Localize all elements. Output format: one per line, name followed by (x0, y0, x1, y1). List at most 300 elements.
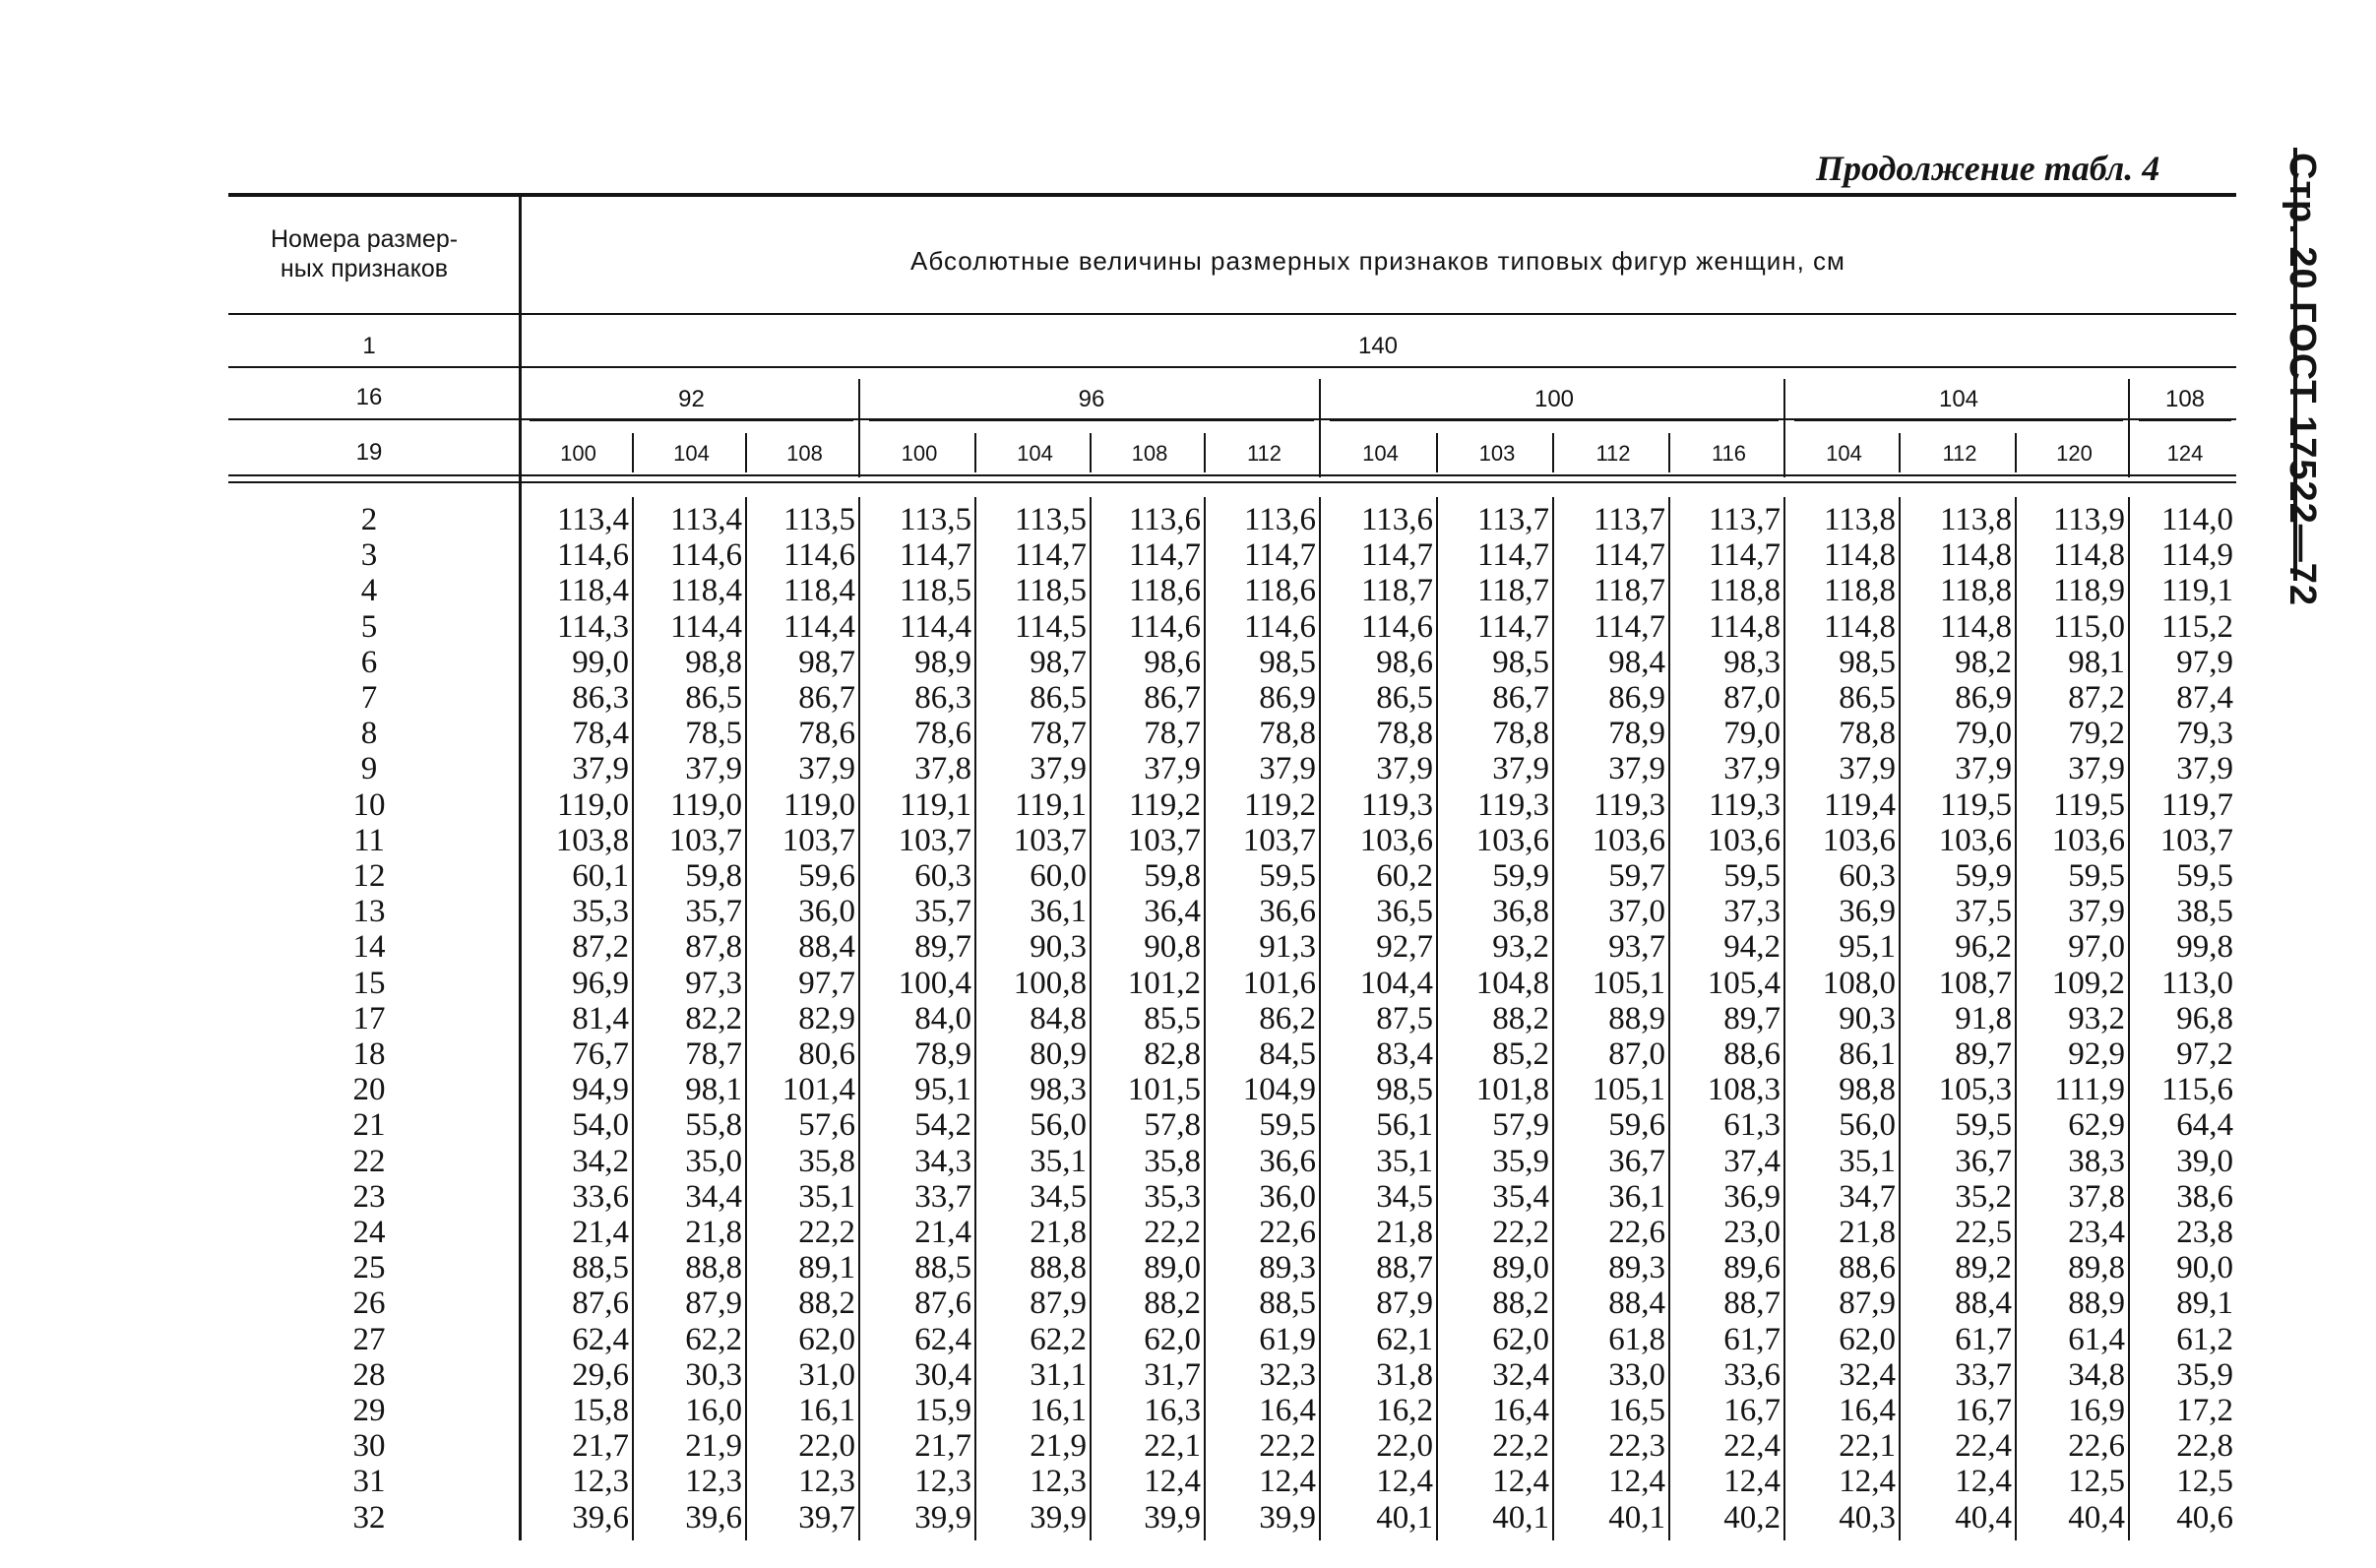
table-cell: 84,8 (1030, 1000, 1087, 1036)
column-label: 112 (1942, 441, 1977, 466)
table-cell: 78,7 (685, 1036, 742, 1072)
row-number: 15 (352, 965, 386, 1001)
group-underline (1330, 419, 1779, 421)
table-cell: 16,4 (1492, 1393, 1549, 1428)
table-cell: 16,7 (1723, 1393, 1781, 1428)
row-number: 22 (352, 1143, 386, 1179)
column-divider (1668, 497, 1670, 1540)
table-cell: 89,7 (1723, 1000, 1781, 1036)
table-cell: 114,8 (1939, 537, 2012, 574)
table-cell: 16,4 (1839, 1393, 1896, 1428)
table-cell: 119,2 (1243, 786, 1316, 823)
table-cell: 85,5 (1144, 1000, 1201, 1036)
table-cell: 87,6 (572, 1286, 629, 1322)
table-cell: 54,2 (914, 1107, 971, 1144)
table-cell: 40,1 (1376, 1499, 1433, 1536)
table-cell: 89,6 (1723, 1250, 1781, 1286)
table-cell: 85,2 (1492, 1036, 1549, 1072)
table-cell: 84,5 (1259, 1036, 1316, 1072)
table-cell: 35,9 (1492, 1143, 1549, 1179)
table-cell: 92,7 (1376, 929, 1433, 966)
table-cell: 97,9 (2176, 644, 2233, 680)
table-cell: 118,4 (669, 573, 742, 609)
table-cell: 36,5 (1376, 894, 1433, 930)
table-cell: 114,6 (782, 537, 855, 574)
column-tick (632, 433, 634, 472)
table-cell: 62,0 (798, 1321, 855, 1357)
table-cell: 114,7 (1243, 537, 1316, 574)
table-cell: 118,5 (899, 573, 971, 609)
table-cell: 59,5 (1955, 1107, 2012, 1144)
table-cell: 114,6 (1360, 608, 1433, 645)
table-cell: 37,8 (2068, 1178, 2125, 1215)
table-cell: 104,4 (1359, 965, 1433, 1001)
row-number: 7 (360, 680, 378, 716)
table-cell: 97,0 (2068, 929, 2125, 966)
table-cell: 62,4 (572, 1321, 629, 1357)
table-cell: 12,3 (572, 1464, 629, 1500)
table-cell: 21,4 (914, 1215, 971, 1250)
table-cell: 103,8 (555, 822, 629, 858)
table-cell: 12,4 (1259, 1464, 1316, 1500)
table-cell: 34,3 (914, 1143, 971, 1179)
table-cell: 40,3 (1839, 1499, 1896, 1536)
table-cell: 98,8 (685, 644, 742, 680)
row-number: 23 (352, 1178, 386, 1215)
table-cell: 114,7 (1476, 537, 1549, 574)
table-cell: 35,0 (685, 1143, 742, 1179)
table-cell: 88,2 (1492, 1000, 1549, 1036)
column-divider (745, 497, 747, 1540)
row-number: 21 (352, 1107, 386, 1144)
table-cell: 88,4 (1608, 1286, 1665, 1322)
table-cell: 119,3 (1360, 786, 1433, 823)
table-cell: 95,1 (1839, 929, 1896, 966)
table-cell: 118,6 (1243, 573, 1316, 609)
table-cell: 98,7 (798, 644, 855, 680)
row-label-1: 1 (362, 333, 376, 359)
table-cell: 119,2 (1128, 786, 1201, 823)
table-cell: 89,0 (1144, 1250, 1201, 1286)
table-cell: 21,8 (1030, 1215, 1087, 1250)
table-cell: 16,7 (1955, 1393, 2012, 1428)
table-cell: 22,6 (2068, 1428, 2125, 1465)
column-tick (1899, 433, 1901, 472)
column-label: 104 (673, 441, 710, 466)
table-cell: 31,8 (1376, 1356, 1433, 1393)
table-cell: 37,9 (1723, 751, 1781, 787)
row-number: 32 (352, 1499, 386, 1536)
table-cell: 12,4 (1492, 1464, 1549, 1500)
table-cell: 17,2 (2176, 1393, 2233, 1428)
table-cell: 113,5 (899, 502, 971, 537)
table-cell: 61,2 (2176, 1321, 2233, 1357)
column-tick (1090, 433, 1092, 472)
table-cell: 61,7 (1955, 1321, 2012, 1357)
table-cell: 54,0 (572, 1107, 629, 1144)
table-cell: 21,9 (1030, 1428, 1087, 1465)
table-cell: 36,1 (1608, 1178, 1665, 1215)
table-cell: 88,2 (798, 1286, 855, 1322)
table-cell: 86,9 (1259, 680, 1316, 716)
group-label: 100 (1533, 386, 1575, 412)
table-cell: 16,1 (1030, 1393, 1087, 1428)
table-cell: 86,9 (1608, 680, 1665, 716)
table-cell: 78,6 (914, 716, 971, 752)
table-cell: 118,4 (782, 573, 855, 609)
table-cell: 114,7 (1708, 537, 1781, 574)
table-cell: 22,2 (1144, 1215, 1201, 1250)
table-cell: 22,2 (1492, 1428, 1549, 1465)
table-cell: 37,9 (1144, 751, 1201, 787)
group-label: 104 (1938, 386, 1979, 412)
row-number: 25 (352, 1250, 386, 1286)
table-cell: 62,0 (1144, 1321, 1201, 1357)
table-cell: 97,7 (798, 965, 855, 1001)
table-cell: 86,7 (1492, 680, 1549, 716)
table-cell: 88,7 (1723, 1286, 1781, 1322)
table-cell: 87,4 (2176, 680, 2233, 716)
table-cell: 88,5 (914, 1250, 971, 1286)
table-cell: 105,1 (1592, 965, 1665, 1001)
table-cell: 32,3 (1259, 1356, 1316, 1393)
table-cell: 59,7 (1608, 858, 1665, 894)
table-cell: 113,4 (556, 502, 629, 537)
table-cell: 37,9 (798, 751, 855, 787)
table-cell: 113,4 (669, 502, 742, 537)
table-cell: 22,2 (1492, 1215, 1549, 1250)
column-label: 100 (901, 441, 938, 466)
table-cell: 94,2 (1723, 929, 1781, 966)
table-cell: 108,0 (1822, 965, 1896, 1001)
table-cell: 78,7 (1030, 716, 1087, 752)
table-cell: 35,2 (1955, 1178, 2012, 1215)
table-cell: 12,5 (2176, 1464, 2233, 1500)
table-cell: 86,1 (1839, 1036, 1896, 1072)
table-cell: 78,8 (1492, 716, 1549, 752)
table-cell: 37,9 (1259, 751, 1316, 787)
table-cell: 115,2 (2160, 608, 2233, 645)
table-cell: 36,7 (1955, 1143, 2012, 1179)
table-cell: 100,8 (1013, 965, 1087, 1001)
table-cell: 114,7 (1593, 608, 1665, 645)
table-cell: 118,7 (1476, 573, 1549, 609)
table-cell: 12,3 (914, 1464, 971, 1500)
table-cell: 93,7 (1608, 929, 1665, 966)
column-divider (858, 497, 860, 1540)
table-cell: 103,7 (668, 822, 742, 858)
table-cell: 34,7 (1839, 1178, 1896, 1215)
table-cell: 114,9 (2160, 537, 2233, 574)
table-cell: 88,6 (1723, 1036, 1781, 1072)
table-cell: 12,5 (2068, 1464, 2125, 1500)
row-number: 14 (352, 929, 386, 966)
table-cell: 78,8 (1839, 716, 1896, 752)
table-cell: 103,7 (898, 822, 971, 858)
table-cell: 118,8 (1708, 573, 1781, 609)
table-cell: 88,7 (1376, 1250, 1433, 1286)
table-cell: 111,9 (2054, 1072, 2125, 1108)
table-cell: 98,5 (1376, 1072, 1433, 1108)
table-cell: 104,8 (1475, 965, 1549, 1001)
table-cell: 16,0 (685, 1393, 742, 1428)
table-cell: 30,3 (685, 1356, 742, 1393)
row-number: 31 (352, 1464, 386, 1500)
table-cell: 21,7 (572, 1428, 629, 1465)
table-cell: 80,9 (1030, 1036, 1087, 1072)
table-cell: 86,9 (1955, 680, 2012, 716)
row1-value: 140 (1357, 333, 1399, 359)
table-cell: 82,8 (1144, 1036, 1201, 1072)
table-cell: 40,1 (1492, 1499, 1549, 1536)
table-cell: 36,6 (1259, 1143, 1316, 1179)
table-cell: 98,1 (2068, 644, 2125, 680)
table-cell: 86,5 (1839, 680, 1896, 716)
table-cell: 36,9 (1723, 1178, 1781, 1215)
table-cell: 114,6 (1243, 608, 1316, 645)
table-cell: 61,7 (1723, 1321, 1781, 1357)
table-cell: 61,9 (1259, 1321, 1316, 1357)
column-divider (1783, 497, 1785, 1540)
column-divider (1319, 497, 1321, 1540)
table-cell: 60,2 (1376, 858, 1433, 894)
table-cell: 87,9 (1030, 1286, 1087, 1322)
table-cell: 89,0 (1492, 1250, 1549, 1286)
table-cell: 113,5 (1014, 502, 1087, 537)
table-cell: 113,6 (1243, 502, 1316, 537)
row-number: 29 (352, 1393, 386, 1428)
table-cell: 33,0 (1608, 1356, 1665, 1393)
row-number: 3 (360, 537, 378, 574)
table-cell: 37,9 (1839, 751, 1896, 787)
table-cell: 119,0 (782, 786, 855, 823)
table-cell: 88,8 (685, 1250, 742, 1286)
row-number: 27 (352, 1321, 386, 1357)
table-cell: 36,0 (798, 894, 855, 930)
table-cell: 114,7 (1014, 537, 1087, 574)
table-cell: 103,6 (2051, 822, 2125, 858)
table-cell: 22,4 (1723, 1428, 1781, 1465)
table-cell: 103,6 (1359, 822, 1433, 858)
table-cell: 86,3 (914, 680, 971, 716)
table-cell: 119,3 (1708, 786, 1781, 823)
table-cell: 90,3 (1030, 929, 1087, 966)
header-left-title: Номера размер- ных признаков (270, 225, 459, 282)
table-cell: 56,0 (1839, 1107, 1896, 1144)
table-cell: 98,8 (1839, 1072, 1896, 1108)
table-cell: 60,1 (572, 858, 629, 894)
table-cell: 61,4 (2068, 1321, 2125, 1357)
table-cell: 119,1 (899, 786, 971, 823)
table-cell: 59,5 (1259, 858, 1316, 894)
table-cell: 83,4 (1376, 1036, 1433, 1072)
table-cell: 23,4 (2068, 1215, 2125, 1250)
table-cell: 78,7 (1144, 716, 1201, 752)
table-cell: 39,6 (572, 1499, 629, 1536)
row-number: 10 (352, 786, 386, 823)
table-cell: 118,6 (1128, 573, 1201, 609)
table-cell: 37,8 (914, 751, 971, 787)
table-cell: 21,8 (1376, 1215, 1433, 1250)
table-cell: 33,7 (1955, 1356, 2012, 1393)
table-cell: 21,7 (914, 1428, 971, 1465)
table-cell: 88,8 (1030, 1250, 1087, 1286)
table-cell: 79,0 (1723, 716, 1781, 752)
table-cell: 119,4 (1823, 786, 1896, 823)
table-cell: 88,5 (572, 1250, 629, 1286)
table-cell: 114,8 (1823, 608, 1896, 645)
column-label: 104 (1362, 441, 1399, 466)
table-cell: 87,0 (1723, 680, 1781, 716)
table-cell: 56,1 (1376, 1107, 1433, 1144)
table-cell: 82,2 (685, 1000, 742, 1036)
table-cell: 59,6 (798, 858, 855, 894)
table-cell: 103,7 (2159, 822, 2233, 858)
header-main-title: Абсолютные величины размерных признаков типовых фигур женщин, см (910, 246, 1845, 276)
table-cell: 94,9 (572, 1072, 629, 1108)
table-cell: 22,6 (1608, 1215, 1665, 1250)
table-cell: 37,9 (1492, 751, 1549, 787)
table-cell: 88,4 (1955, 1286, 2012, 1322)
table-cell: 12,3 (685, 1464, 742, 1500)
table-cell: 88,9 (1608, 1000, 1665, 1036)
table-cell: 37,9 (1030, 751, 1087, 787)
table-cell: 114,4 (669, 608, 742, 645)
table-cell: 89,1 (798, 1250, 855, 1286)
table-cell: 114,7 (1128, 537, 1201, 574)
table-cell: 80,6 (798, 1036, 855, 1072)
table-cell: 16,5 (1608, 1393, 1665, 1428)
group-underline (2139, 419, 2231, 421)
table-cell: 86,3 (572, 680, 629, 716)
column-divider (1552, 497, 1554, 1540)
table-cell: 37,3 (1723, 894, 1781, 930)
table-cell: 22,2 (1259, 1428, 1316, 1465)
table-cell: 119,0 (669, 786, 742, 823)
table-cell: 39,6 (685, 1499, 742, 1536)
table-cell: 31,0 (798, 1356, 855, 1393)
table-cell: 95,1 (914, 1072, 971, 1108)
table-cell: 35,7 (914, 894, 971, 930)
table-cell: 108,7 (1938, 965, 2012, 1001)
table-cell: 31,1 (1030, 1356, 1087, 1393)
table-cell: 62,2 (1030, 1321, 1087, 1357)
table-cell: 103,7 (782, 822, 855, 858)
table-cell: 113,6 (1128, 502, 1201, 537)
row-number: 2 (360, 502, 378, 537)
table-cell: 87,9 (1839, 1286, 1896, 1322)
table-cell: 98,9 (914, 644, 971, 680)
column-label: 108 (1131, 441, 1168, 466)
table-cell: 114,3 (556, 608, 629, 645)
group-underline (530, 419, 853, 421)
table-cell: 39,9 (1030, 1499, 1087, 1536)
column-divider (974, 497, 976, 1540)
table-cell: 35,7 (685, 894, 742, 930)
table-cell: 114,6 (1128, 608, 1201, 645)
table-cell: 103,6 (1475, 822, 1549, 858)
table-cell: 99,8 (2176, 929, 2233, 966)
table-cell: 119,0 (556, 786, 629, 823)
table-cell: 100,4 (898, 965, 971, 1001)
table-cell: 113,7 (1708, 502, 1781, 537)
table-cell: 55,8 (685, 1107, 742, 1144)
table-cell: 101,6 (1242, 965, 1316, 1001)
table-cell: 33,6 (1723, 1356, 1781, 1393)
table-cell: 87,9 (685, 1286, 742, 1322)
rule-after-row1 (228, 366, 2236, 368)
table-cell: 88,2 (1144, 1286, 1201, 1322)
table-cell: 23,8 (2176, 1215, 2233, 1250)
table-cell: 35,9 (2176, 1356, 2233, 1393)
table-cell: 98,5 (1492, 644, 1549, 680)
table-cell: 89,2 (1955, 1250, 2012, 1286)
table-cell: 113,8 (1939, 502, 2012, 537)
row-number: 13 (352, 894, 386, 930)
group-underline (1794, 419, 2123, 421)
row-number: 5 (360, 608, 378, 645)
table-cell: 40,4 (1955, 1499, 2012, 1536)
table-cell: 78,9 (1608, 716, 1665, 752)
table-cell: 98,7 (1030, 644, 1087, 680)
column-label: 103 (1478, 441, 1516, 466)
table-cell: 59,6 (1608, 1107, 1665, 1144)
table-cell: 36,8 (1492, 894, 1549, 930)
table-cell: 35,4 (1492, 1178, 1549, 1215)
table-cell: 37,9 (572, 751, 629, 787)
table-cell: 12,4 (1376, 1464, 1433, 1500)
table-cell: 62,0 (1839, 1321, 1896, 1357)
column-divider (2015, 497, 2017, 1540)
table-cell: 118,7 (1593, 573, 1665, 609)
table-cell: 84,0 (914, 1000, 971, 1036)
table-cell: 78,8 (1376, 716, 1433, 752)
table-cell: 118,9 (2052, 573, 2125, 609)
row-number: 6 (360, 644, 378, 680)
table-cell: 33,7 (914, 1178, 971, 1215)
table-cell: 98,4 (1608, 644, 1665, 680)
table-cell: 34,5 (1030, 1178, 1087, 1215)
table-cell: 101,2 (1127, 965, 1201, 1001)
table-cell: 78,9 (914, 1036, 971, 1072)
table-cell: 16,9 (2068, 1393, 2125, 1428)
table-cell: 87,9 (1376, 1286, 1433, 1322)
table-cell: 118,5 (1014, 573, 1087, 609)
table-cell: 98,5 (1259, 644, 1316, 680)
table-cell: 103,6 (1707, 822, 1781, 858)
table-cell: 22,5 (1955, 1215, 2012, 1250)
table-cell: 119,5 (1939, 786, 2012, 823)
table-cell: 12,4 (1608, 1464, 1665, 1500)
column-label: 116 (1711, 441, 1747, 466)
table-cell: 118,8 (1939, 573, 2012, 609)
table-cell: 115,6 (2160, 1072, 2233, 1108)
table-cell: 103,7 (1013, 822, 1087, 858)
table-cell: 82,9 (798, 1000, 855, 1036)
table-cell: 89,3 (1259, 1250, 1316, 1286)
group-label: 96 (1078, 386, 1105, 412)
table-cell: 23,0 (1723, 1215, 1781, 1250)
table-cell: 113,5 (782, 502, 855, 537)
table-cell: 12,4 (1723, 1464, 1781, 1500)
page-side-label: Стр. 20 ГОСТ 17522—72 (2282, 153, 2323, 607)
rule-header-bottom-1 (228, 474, 2236, 476)
table-cell: 36,7 (1608, 1143, 1665, 1179)
continuation-caption: Продолжение табл. 4 (1816, 149, 2160, 188)
table-cell: 61,3 (1723, 1107, 1781, 1144)
column-label: 104 (1826, 441, 1862, 466)
table-cell: 36,6 (1259, 894, 1316, 930)
